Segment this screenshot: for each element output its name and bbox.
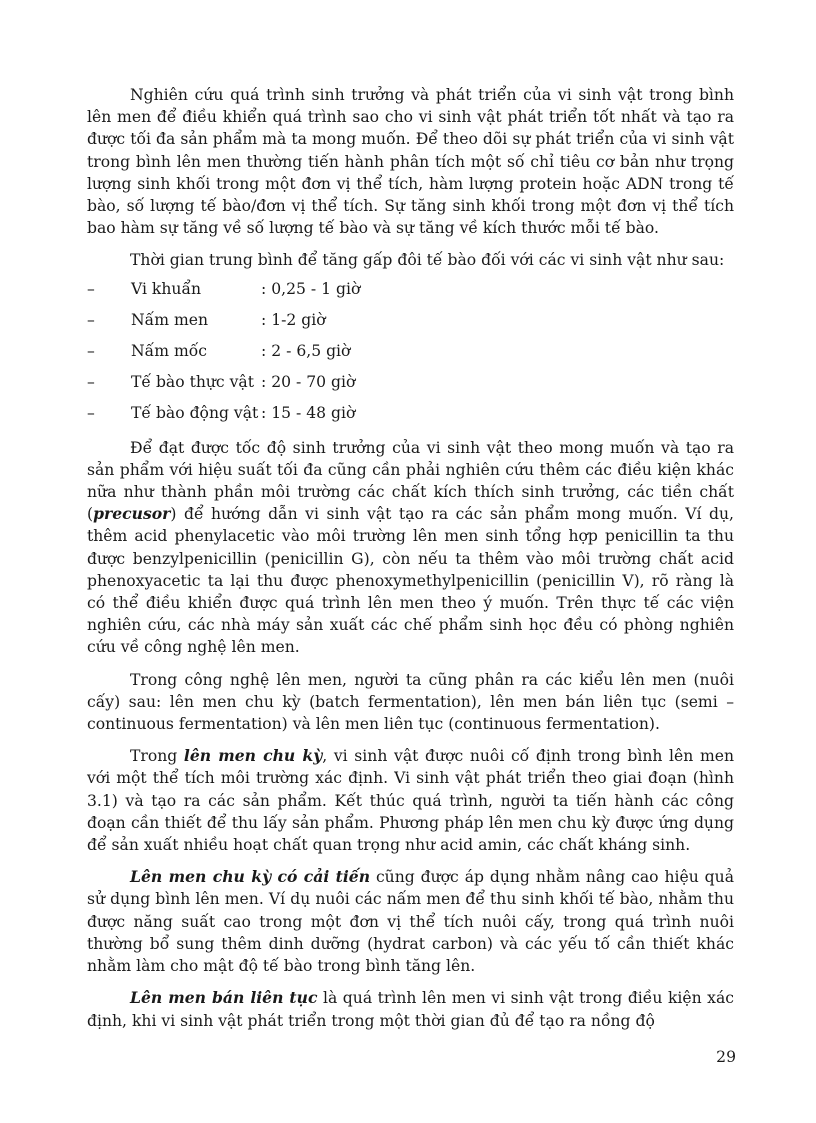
text-run: , vi sinh vật được nuôi cố định trong bình lên men với một thể tích môi trường xác định. Vi sinh vật phát triển theo giai đoạn (hình 3.1) và tạo ra các sản phẩm. Kết thúc quá trình, người ta tiến hành các công đoạn cần thiết để thu lấy sản phẩm. Phương pháp lên men chu kỳ được ứng dụng để sản xuất nhiều hoạt chất quan trọng như acid amin, các chất kháng sinh.	[87, 747, 735, 855]
list-item	[87, 402, 734, 433]
list-item	[87, 340, 734, 371]
text-run: Để đạt được tốc độ sinh trưởng của vi sinh vật theo mong muốn và tạo ra sản phẩm với hiệu suất tối đa cũng cần phải nghiên cứu thêm các điều kiện khác nữa như thành phần môi trường các chất kích thích sinh trưởng, các tiền chất (	[87, 438, 734, 524]
doubling-time: : 20 - 70 giờ	[261, 372, 356, 391]
doubling-time: : 15 - 48 giờ	[261, 403, 356, 422]
list-dash: –	[87, 310, 95, 329]
text-run: ) để hướng dẫn vi sinh vật tạo ra các sản phẩm mong muốn. Ví dụ, thêm acid phenylacetic vào môi trường lên men sinh tổng hợp penicillin ta thu được benzylpenicillin (penicillin G), còn nếu ta thêm vào môi trường chất acid phenoxyacetic ta lại thu được phenoxymethylpenicillin (penicillin V), rõ ràng là có thể điều khiển được quá trình lên men theo ý muốn. Trên thực tế các viện nghiên cứu, các nhà máy sản xuất các chế phẩm sinh học đều có phòng nghiên cứu về công nghệ lên men.	[87, 505, 734, 657]
doubling-time: : 2 - 6,5 giờ	[261, 341, 351, 360]
list-dash: –	[87, 341, 95, 360]
list-dash: –	[87, 279, 95, 298]
paragraph-batch-fermentation	[87, 745, 734, 856]
list-item	[87, 278, 734, 309]
list-item	[87, 309, 734, 340]
doubling-time-list	[87, 278, 734, 433]
paragraph-doubling-intro: Thời gian trung bình để tăng gấp đôi tế bào đối với các vi sinh vật như sau:	[130, 251, 725, 270]
organism-name: Nấm men	[131, 310, 209, 329]
organism-name: Tế bào thực vật	[131, 372, 254, 391]
text-run: cũng được áp dụng nhằm nâng cao hiệu quả sử dụng bình lên men. Ví dụ nuôi các nấm men để thu sinh khối tế bào, nhằm thu được năng suất cao trong một đơn vị thể tích nuôi cấy, trong quá trình nuôi thường bổ sung thêm dinh dưỡng (hydrat carbon) và các yếu tố cần thiết khác nhằm làm cho mật độ tế bào trong bình tăng lên.	[87, 868, 734, 976]
text-run: là quá trình lên men vi sinh vật trong điều kiện xác định, khi vi sinh vật phát triển trong một thời gian đủ để tạo ra nồng độ	[87, 989, 735, 1030]
organism-name: Tế bào động vật	[131, 403, 259, 422]
text-run: Trong	[130, 747, 184, 766]
page-body	[87, 84, 734, 1042]
term-precursor: precusor	[93, 504, 171, 524]
paragraph-growth-conditions	[87, 437, 734, 659]
paragraph-improved-batch	[87, 866, 734, 977]
list-dash: –	[87, 372, 95, 391]
list-dash: –	[87, 403, 95, 422]
organism-name: Vi khuẩn	[131, 279, 202, 298]
term-improved-batch: Lên men chu kỳ có cải tiến	[130, 867, 371, 887]
term-semi-continuous: Lên men bán liên tục	[130, 988, 318, 1008]
paragraph-growth-study: Nghiên cứu quá trình sinh trưởng và phát triển của vi sinh vật trong bình lên men để điều khiển quá trình sao cho vi sinh vật phát triển tốt nhất và tạo ra được tối đa sản phẩm mà ta mong muốn. Để theo dõi sự phát triển của vi sinh vật trong bình lên men thường tiến hành phân tích một số chỉ tiêu cơ bản như trọng lượng sinh khối trong một đơn vị thể tích, hàm lượng protein hoặc ADN trong tế bào, số lượng tế bào/đơn vị thể tích. Sự tăng sinh khối trong một đơn vị thể tích bao hàm sự tăng về số lượng tế bào và sự tăng về kích thước mỗi tế bào.	[87, 86, 734, 238]
page-number: 29	[716, 1048, 736, 1066]
term-batch: lên men chu kỳ	[183, 746, 323, 766]
doubling-time: : 1-2 giờ	[261, 310, 326, 329]
doubling-time: : 0,25 - 1 giờ	[261, 279, 361, 298]
paragraph-fermentation-types: Trong công nghệ lên men, người ta cũng phân ra các kiểu lên men (nuôi cấy) sau: lên men chu kỳ (batch fermentation), lên men bán liên tục (semi – continuous fermentation) và lên men liên tục (continuous fermentation).	[87, 670, 734, 734]
organism-name: Nấm mốc	[131, 341, 208, 360]
list-item	[87, 371, 734, 402]
paragraph-semi-continuous	[87, 987, 734, 1031]
